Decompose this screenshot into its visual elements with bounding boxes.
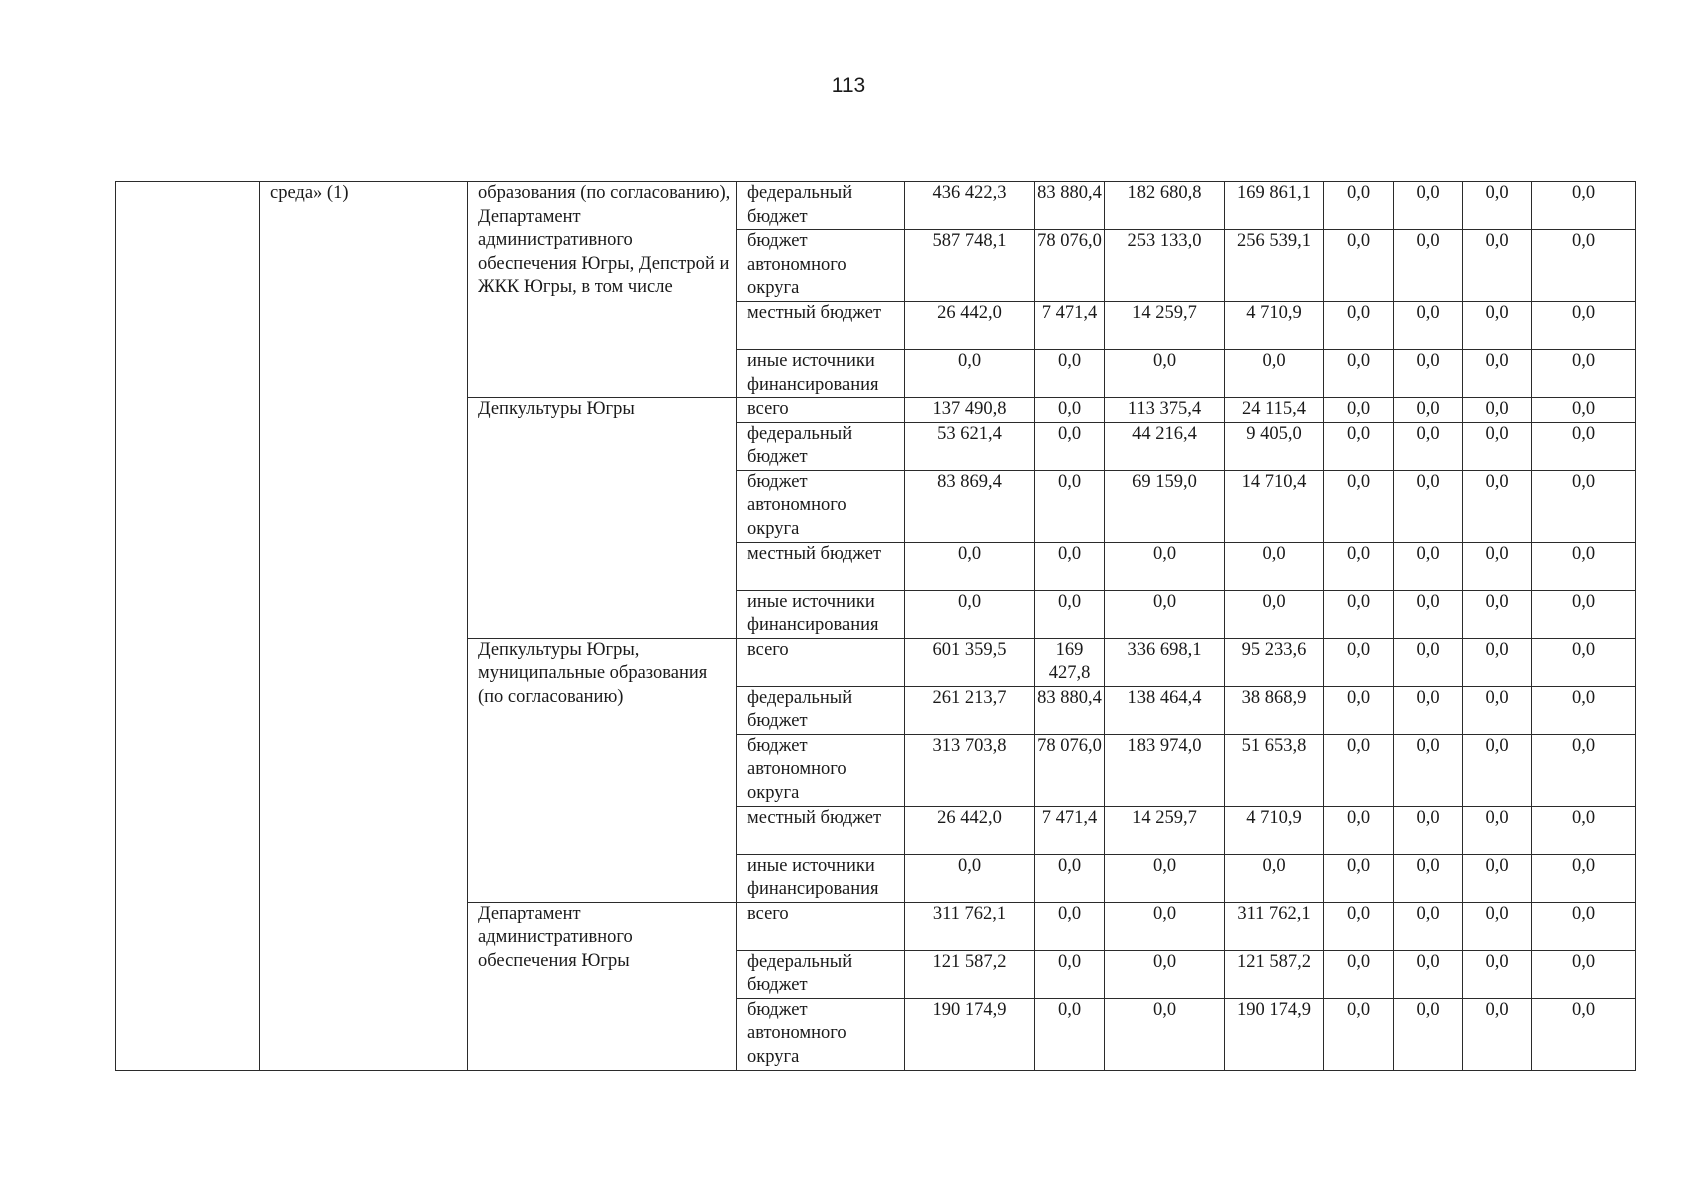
event-name-cell: среда» (1): [260, 182, 468, 1071]
year-value-cell: 0,0: [1394, 686, 1463, 734]
total-value-cell: 436 422,3: [905, 182, 1035, 230]
year-value-cell: 0,0: [1463, 182, 1532, 230]
year-value-cell: 0,0: [1324, 950, 1394, 998]
program-number-cell: [116, 182, 260, 1071]
total-value-cell: 26 442,0: [905, 806, 1035, 854]
funding-source-cell: местный бюджет: [737, 542, 905, 590]
year-value-cell: 190 174,9: [1225, 998, 1324, 1070]
executor-cell: Депкультуры Югры, муниципальные образования (по согласованию): [468, 638, 737, 902]
year-value-cell: 0,0: [1532, 230, 1636, 302]
year-value-cell: 0,0: [1394, 902, 1463, 950]
year-value-cell: 0,0: [1324, 686, 1394, 734]
year-value-cell: 0,0: [1324, 902, 1394, 950]
year-value-cell: 0,0: [1324, 182, 1394, 230]
year-value-cell: 0,0: [1463, 638, 1532, 686]
year-value-cell: 0,0: [1035, 902, 1105, 950]
year-value-cell: 7 471,4: [1035, 806, 1105, 854]
year-value-cell: 0,0: [1035, 350, 1105, 398]
year-value-cell: 9 405,0: [1225, 422, 1324, 470]
funding-source-cell: иные источники финансирования: [737, 350, 905, 398]
year-value-cell: 0,0: [1463, 422, 1532, 470]
year-value-cell: 0,0: [1394, 398, 1463, 423]
total-value-cell: 587 748,1: [905, 230, 1035, 302]
table-row: [116, 182, 1636, 230]
year-value-cell: 0,0: [1532, 854, 1636, 902]
executor-cell: Департамент административного обеспечения Югры: [468, 902, 737, 1070]
year-value-cell: 0,0: [1463, 806, 1532, 854]
year-value-cell: 4 710,9: [1225, 806, 1324, 854]
year-value-cell: 0,0: [1532, 590, 1636, 638]
year-value-cell: 0,0: [1532, 422, 1636, 470]
year-value-cell: 14 710,4: [1225, 470, 1324, 542]
year-value-cell: 0,0: [1225, 590, 1324, 638]
year-value-cell: 69 159,0: [1105, 470, 1225, 542]
year-value-cell: 0,0: [1532, 470, 1636, 542]
funding-source-cell: федеральный бюджет: [737, 950, 905, 998]
year-value-cell: 0,0: [1324, 398, 1394, 423]
year-value-cell: 0,0: [1105, 350, 1225, 398]
year-value-cell: 0,0: [1035, 422, 1105, 470]
year-value-cell: 0,0: [1463, 854, 1532, 902]
year-value-cell: 183 974,0: [1105, 734, 1225, 806]
year-value-cell: 44 216,4: [1105, 422, 1225, 470]
year-value-cell: 0,0: [1324, 302, 1394, 350]
funding-source-cell: федеральный бюджет: [737, 686, 905, 734]
total-value-cell: 311 762,1: [905, 902, 1035, 950]
year-value-cell: 0,0: [1463, 350, 1532, 398]
year-value-cell: 0,0: [1394, 302, 1463, 350]
year-value-cell: 0,0: [1463, 470, 1532, 542]
year-value-cell: 0,0: [1532, 182, 1636, 230]
funding-source-cell: бюджет автономного округа: [737, 998, 905, 1070]
year-value-cell: 0,0: [1463, 902, 1532, 950]
year-value-cell: 7 471,4: [1035, 302, 1105, 350]
year-value-cell: 0,0: [1394, 638, 1463, 686]
year-value-cell: 83 880,4: [1035, 686, 1105, 734]
year-value-cell: 14 259,7: [1105, 302, 1225, 350]
funding-source-cell: иные источники финансирования: [737, 854, 905, 902]
year-value-cell: 0,0: [1225, 542, 1324, 590]
year-value-cell: 0,0: [1463, 734, 1532, 806]
year-value-cell: 0,0: [1463, 398, 1532, 423]
year-value-cell: 0,0: [1394, 806, 1463, 854]
funding-source-cell: бюджет автономного округа: [737, 470, 905, 542]
funding-source-cell: всего: [737, 902, 905, 950]
funding-source-cell: федеральный бюджет: [737, 182, 905, 230]
year-value-cell: 253 133,0: [1105, 230, 1225, 302]
total-value-cell: 601 359,5: [905, 638, 1035, 686]
year-value-cell: 0,0: [1324, 734, 1394, 806]
year-value-cell: 0,0: [1394, 734, 1463, 806]
year-value-cell: 182 680,8: [1105, 182, 1225, 230]
year-value-cell: 0,0: [1394, 542, 1463, 590]
total-value-cell: 137 490,8: [905, 398, 1035, 423]
year-value-cell: 0,0: [1532, 638, 1636, 686]
financing-table: [115, 181, 1636, 1071]
total-value-cell: 313 703,8: [905, 734, 1035, 806]
year-value-cell: 0,0: [1463, 590, 1532, 638]
executor-cell: Депкультуры Югры: [468, 398, 737, 639]
year-value-cell: 0,0: [1463, 542, 1532, 590]
year-value-cell: 0,0: [1532, 686, 1636, 734]
year-value-cell: 169 427,8: [1035, 638, 1105, 686]
year-value-cell: 4 710,9: [1225, 302, 1324, 350]
year-value-cell: 169 861,1: [1225, 182, 1324, 230]
year-value-cell: 78 076,0: [1035, 230, 1105, 302]
year-value-cell: 0,0: [1105, 590, 1225, 638]
table-body: [116, 182, 1636, 1071]
year-value-cell: 0,0: [1532, 398, 1636, 423]
year-value-cell: 0,0: [1394, 470, 1463, 542]
total-value-cell: 190 174,9: [905, 998, 1035, 1070]
year-value-cell: 0,0: [1035, 542, 1105, 590]
year-value-cell: 0,0: [1324, 470, 1394, 542]
year-value-cell: 14 259,7: [1105, 806, 1225, 854]
year-value-cell: 0,0: [1035, 590, 1105, 638]
year-value-cell: 0,0: [1463, 998, 1532, 1070]
total-value-cell: 121 587,2: [905, 950, 1035, 998]
funding-source-cell: бюджет автономного округа: [737, 734, 905, 806]
total-value-cell: 53 621,4: [905, 422, 1035, 470]
year-value-cell: 256 539,1: [1225, 230, 1324, 302]
year-value-cell: 0,0: [1105, 854, 1225, 902]
year-value-cell: 0,0: [1394, 854, 1463, 902]
total-value-cell: 0,0: [905, 542, 1035, 590]
year-value-cell: 0,0: [1532, 542, 1636, 590]
year-value-cell: 0,0: [1225, 350, 1324, 398]
year-value-cell: 78 076,0: [1035, 734, 1105, 806]
year-value-cell: 0,0: [1532, 734, 1636, 806]
year-value-cell: 0,0: [1394, 950, 1463, 998]
year-value-cell: 83 880,4: [1035, 182, 1105, 230]
year-value-cell: 0,0: [1463, 302, 1532, 350]
funding-source-cell: иные источники финансирования: [737, 590, 905, 638]
year-value-cell: 38 868,9: [1225, 686, 1324, 734]
year-value-cell: 0,0: [1532, 998, 1636, 1070]
year-value-cell: 0,0: [1035, 398, 1105, 423]
total-value-cell: 0,0: [905, 854, 1035, 902]
year-value-cell: 0,0: [1394, 998, 1463, 1070]
year-value-cell: 121 587,2: [1225, 950, 1324, 998]
year-value-cell: 0,0: [1105, 950, 1225, 998]
year-value-cell: 336 698,1: [1105, 638, 1225, 686]
total-value-cell: 261 213,7: [905, 686, 1035, 734]
year-value-cell: 0,0: [1394, 182, 1463, 230]
year-value-cell: 0,0: [1035, 998, 1105, 1070]
year-value-cell: 0,0: [1324, 422, 1394, 470]
year-value-cell: 0,0: [1324, 230, 1394, 302]
funding-source-cell: местный бюджет: [737, 302, 905, 350]
year-value-cell: 0,0: [1463, 230, 1532, 302]
funding-source-cell: федеральный бюджет: [737, 422, 905, 470]
year-value-cell: 0,0: [1394, 350, 1463, 398]
funding-source-cell: местный бюджет: [737, 806, 905, 854]
year-value-cell: 0,0: [1394, 230, 1463, 302]
page-number: 113: [831, 74, 866, 97]
year-value-cell: 0,0: [1035, 950, 1105, 998]
year-value-cell: 0,0: [1105, 542, 1225, 590]
funding-source-cell: всего: [737, 398, 905, 423]
year-value-cell: 0,0: [1225, 854, 1324, 902]
year-value-cell: 95 233,6: [1225, 638, 1324, 686]
year-value-cell: 0,0: [1324, 854, 1394, 902]
year-value-cell: 0,0: [1324, 998, 1394, 1070]
total-value-cell: 26 442,0: [905, 302, 1035, 350]
year-value-cell: 311 762,1: [1225, 902, 1324, 950]
year-value-cell: 24 115,4: [1225, 398, 1324, 423]
year-value-cell: 0,0: [1324, 542, 1394, 590]
total-value-cell: 83 869,4: [905, 470, 1035, 542]
year-value-cell: 0,0: [1532, 902, 1636, 950]
year-value-cell: 0,0: [1532, 950, 1636, 998]
year-value-cell: 51 653,8: [1225, 734, 1324, 806]
year-value-cell: 0,0: [1105, 998, 1225, 1070]
year-value-cell: 0,0: [1035, 854, 1105, 902]
year-value-cell: 0,0: [1324, 350, 1394, 398]
year-value-cell: 0,0: [1532, 302, 1636, 350]
year-value-cell: 0,0: [1394, 422, 1463, 470]
total-value-cell: 0,0: [905, 590, 1035, 638]
funding-source-cell: бюджет автономного округа: [737, 230, 905, 302]
executor-cell: образования (по согласованию), Департамент административного обеспечения Югры, Депстрой и ЖКК Югры, в том числе: [468, 182, 737, 398]
year-value-cell: 0,0: [1105, 902, 1225, 950]
total-value-cell: 0,0: [905, 350, 1035, 398]
year-value-cell: 0,0: [1324, 590, 1394, 638]
year-value-cell: 0,0: [1532, 806, 1636, 854]
year-value-cell: 0,0: [1463, 950, 1532, 998]
year-value-cell: 0,0: [1035, 470, 1105, 542]
year-value-cell: 0,0: [1532, 350, 1636, 398]
year-value-cell: 138 464,4: [1105, 686, 1225, 734]
year-value-cell: 0,0: [1394, 590, 1463, 638]
funding-source-cell: всего: [737, 638, 905, 686]
year-value-cell: 0,0: [1463, 686, 1532, 734]
year-value-cell: 113 375,4: [1105, 398, 1225, 423]
year-value-cell: 0,0: [1324, 638, 1394, 686]
year-value-cell: 0,0: [1324, 806, 1394, 854]
